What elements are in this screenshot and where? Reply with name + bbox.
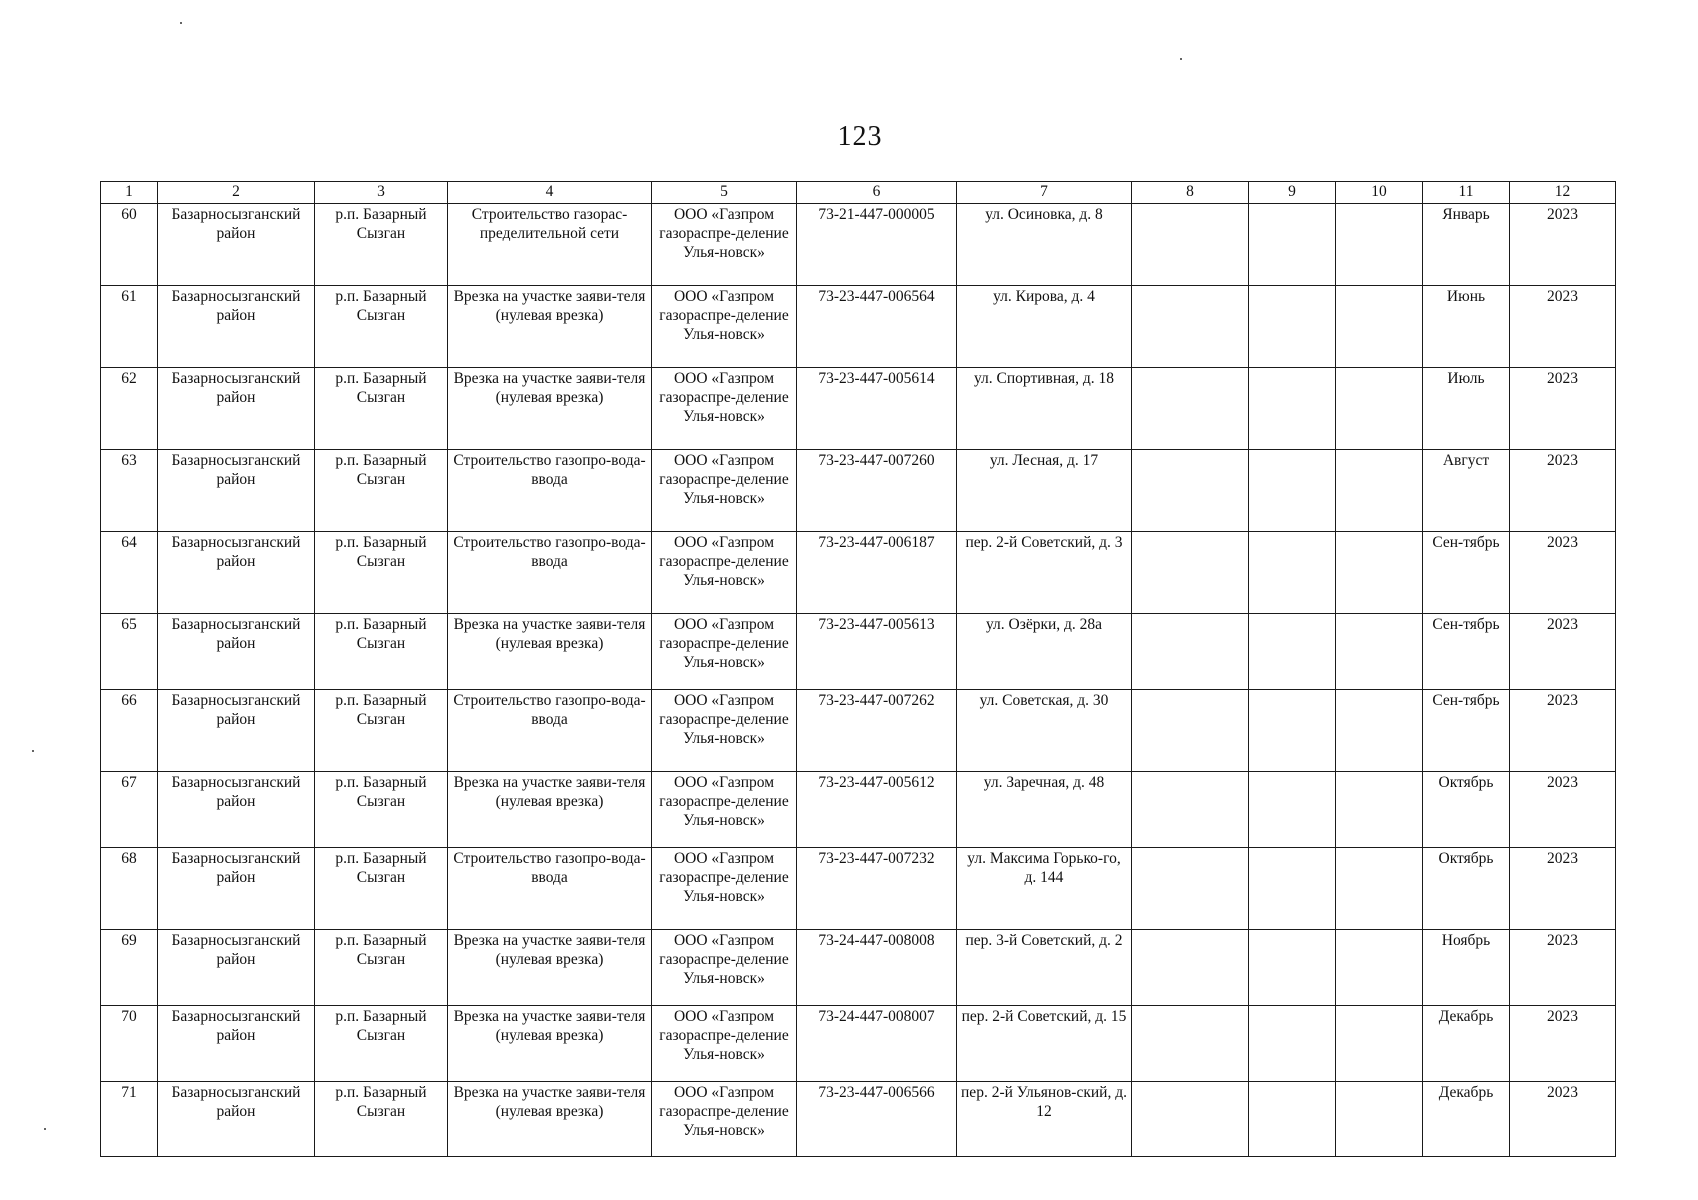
cell-organization: ООО «Газпром газораспре-деление Улья-новск»: [652, 614, 797, 690]
cell-number: 67: [101, 772, 158, 848]
cell-col8: [1132, 1082, 1249, 1157]
col-header: 3: [315, 182, 448, 204]
scan-speck: [180, 22, 182, 24]
cell-settlement: р.п. Базарный Сызган: [315, 1082, 448, 1157]
cell-work: Врезка на участке заяви-теля (нулевая врезка): [448, 368, 652, 450]
cell-col8: [1132, 450, 1249, 532]
col-header: 7: [957, 182, 1132, 204]
cell-col10: [1336, 368, 1423, 450]
cell-code: 73-23-447-006564: [797, 286, 957, 368]
scan-speck: [1180, 58, 1182, 60]
cell-district: Базарносызганский район: [158, 1006, 315, 1082]
cell-col10: [1336, 204, 1423, 286]
cell-year: 2023: [1510, 930, 1616, 1006]
cell-code: 73-21-447-000005: [797, 204, 957, 286]
cell-number: 62: [101, 368, 158, 450]
cell-address: ул. Осиновка, д. 8: [957, 204, 1132, 286]
cell-col10: [1336, 772, 1423, 848]
cell-col10: [1336, 848, 1423, 930]
cell-settlement: р.п. Базарный Сызган: [315, 286, 448, 368]
cell-number: 71: [101, 1082, 158, 1157]
cell-month: Октябрь: [1423, 848, 1510, 930]
cell-settlement: р.п. Базарный Сызган: [315, 930, 448, 1006]
scan-speck: [44, 1128, 46, 1130]
cell-organization: ООО «Газпром газораспре-деление Улья-новск»: [652, 204, 797, 286]
cell-col8: [1132, 286, 1249, 368]
cell-col10: [1336, 930, 1423, 1006]
cell-address: ул. Спортивная, д. 18: [957, 368, 1132, 450]
col-header: 8: [1132, 182, 1249, 204]
cell-address: ул. Кирова, д. 4: [957, 286, 1132, 368]
cell-year: 2023: [1510, 1006, 1616, 1082]
cell-address: пер. 2-й Ульянов-ский, д. 12: [957, 1082, 1132, 1157]
cell-code: 73-23-447-006566: [797, 1082, 957, 1157]
cell-organization: ООО «Газпром газораспре-деление Улья-новск»: [652, 532, 797, 614]
cell-district: Базарносызганский район: [158, 690, 315, 772]
cell-col9: [1249, 532, 1336, 614]
cell-settlement: р.п. Базарный Сызган: [315, 848, 448, 930]
cell-address: ул. Советская, д. 30: [957, 690, 1132, 772]
cell-number: 68: [101, 848, 158, 930]
cell-work: Врезка на участке заяви-теля (нулевая врезка): [448, 1082, 652, 1157]
cell-settlement: р.п. Базарный Сызган: [315, 450, 448, 532]
table-row: [101, 368, 1616, 450]
cell-col10: [1336, 532, 1423, 614]
cell-col8: [1132, 848, 1249, 930]
cell-col10: [1336, 614, 1423, 690]
col-header: 10: [1336, 182, 1423, 204]
cell-work: Строительство газопро-вода-ввода: [448, 690, 652, 772]
header-row: [101, 182, 1616, 204]
cell-work: Строительство газорас-пределительной сети: [448, 204, 652, 286]
cell-organization: ООО «Газпром газораспре-деление Улья-новск»: [652, 286, 797, 368]
cell-district: Базарносызганский район: [158, 772, 315, 848]
cell-settlement: р.п. Базарный Сызган: [315, 204, 448, 286]
cell-number: 65: [101, 614, 158, 690]
cell-col8: [1132, 368, 1249, 450]
cell-number: 61: [101, 286, 158, 368]
col-header: 12: [1510, 182, 1616, 204]
cell-year: 2023: [1510, 450, 1616, 532]
cell-address: ул. Максима Горько-го, д. 144: [957, 848, 1132, 930]
cell-organization: ООО «Газпром газораспре-деление Улья-новск»: [652, 1082, 797, 1157]
cell-col9: [1249, 204, 1336, 286]
cell-col10: [1336, 690, 1423, 772]
cell-year: 2023: [1510, 532, 1616, 614]
cell-col8: [1132, 1006, 1249, 1082]
cell-col9: [1249, 450, 1336, 532]
col-header: 1: [101, 182, 158, 204]
cell-code: 73-23-447-005614: [797, 368, 957, 450]
scan-speck: [32, 750, 34, 752]
cell-organization: ООО «Газпром газораспре-деление Улья-новск»: [652, 368, 797, 450]
cell-organization: ООО «Газпром газораспре-деление Улья-новск»: [652, 690, 797, 772]
cell-col10: [1336, 286, 1423, 368]
cell-number: 60: [101, 204, 158, 286]
cell-col10: [1336, 450, 1423, 532]
cell-month: Сен-тябрь: [1423, 532, 1510, 614]
cell-code: 73-24-447-008007: [797, 1006, 957, 1082]
cell-year: 2023: [1510, 690, 1616, 772]
table-row: [101, 1082, 1616, 1157]
cell-code: 73-23-447-007232: [797, 848, 957, 930]
cell-work: Врезка на участке заяви-теля (нулевая врезка): [448, 772, 652, 848]
col-header: 11: [1423, 182, 1510, 204]
cell-month: Ноябрь: [1423, 930, 1510, 1006]
table-row: [101, 204, 1616, 286]
cell-organization: ООО «Газпром газораспре-деление Улья-новск»: [652, 450, 797, 532]
col-header: 4: [448, 182, 652, 204]
cell-settlement: р.п. Базарный Сызган: [315, 614, 448, 690]
cell-month: Сен-тябрь: [1423, 614, 1510, 690]
table-row: [101, 690, 1616, 772]
cell-col8: [1132, 614, 1249, 690]
cell-organization: ООО «Газпром газораспре-деление Улья-новск»: [652, 772, 797, 848]
cell-district: Базарносызганский район: [158, 204, 315, 286]
cell-number: 63: [101, 450, 158, 532]
cell-month: Декабрь: [1423, 1082, 1510, 1157]
cell-number: 70: [101, 1006, 158, 1082]
cell-settlement: р.п. Базарный Сызган: [315, 772, 448, 848]
cell-col9: [1249, 930, 1336, 1006]
cell-district: Базарносызганский район: [158, 614, 315, 690]
col-header: 5: [652, 182, 797, 204]
cell-number: 69: [101, 930, 158, 1006]
cell-col8: [1132, 690, 1249, 772]
cell-year: 2023: [1510, 204, 1616, 286]
cell-organization: ООО «Газпром газораспре-деление Улья-новск»: [652, 848, 797, 930]
cell-number: 64: [101, 532, 158, 614]
cell-organization: ООО «Газпром газораспре-деление Улья-новск»: [652, 930, 797, 1006]
cell-work: Врезка на участке заяви-теля (нулевая врезка): [448, 930, 652, 1006]
cell-col8: [1132, 204, 1249, 286]
cell-work: Строительство газопро-вода-ввода: [448, 532, 652, 614]
cell-col8: [1132, 930, 1249, 1006]
cell-year: 2023: [1510, 286, 1616, 368]
cell-col8: [1132, 532, 1249, 614]
cell-month: Январь: [1423, 204, 1510, 286]
cell-settlement: р.п. Базарный Сызган: [315, 690, 448, 772]
cell-col9: [1249, 614, 1336, 690]
cell-year: 2023: [1510, 848, 1616, 930]
table-row: [101, 450, 1616, 532]
cell-col9: [1249, 1082, 1336, 1157]
cell-col10: [1336, 1006, 1423, 1082]
cell-col9: [1249, 848, 1336, 930]
cell-work: Строительство газопро-вода-ввода: [448, 450, 652, 532]
cell-code: 73-23-447-005612: [797, 772, 957, 848]
cell-code: 73-23-447-007260: [797, 450, 957, 532]
cell-address: ул. Заречная, д. 48: [957, 772, 1132, 848]
cell-month: Июль: [1423, 368, 1510, 450]
cell-col8: [1132, 772, 1249, 848]
cell-settlement: р.п. Базарный Сызган: [315, 1006, 448, 1082]
plan-table: [100, 181, 1616, 1157]
col-header: 9: [1249, 182, 1336, 204]
cell-month: Сен-тябрь: [1423, 690, 1510, 772]
table-row: [101, 772, 1616, 848]
cell-month: Август: [1423, 450, 1510, 532]
cell-district: Базарносызганский район: [158, 450, 315, 532]
cell-col9: [1249, 772, 1336, 848]
cell-district: Базарносызганский район: [158, 286, 315, 368]
cell-code: 73-23-447-006187: [797, 532, 957, 614]
cell-col10: [1336, 1082, 1423, 1157]
cell-work: Врезка на участке заяви-теля (нулевая врезка): [448, 1006, 652, 1082]
cell-organization: ООО «Газпром газораспре-деление Улья-новск»: [652, 1006, 797, 1082]
col-header: 2: [158, 182, 315, 204]
cell-number: 66: [101, 690, 158, 772]
cell-col9: [1249, 690, 1336, 772]
table-row: [101, 1006, 1616, 1082]
cell-code: 73-24-447-008008: [797, 930, 957, 1006]
cell-code: 73-23-447-005613: [797, 614, 957, 690]
table-row: [101, 286, 1616, 368]
table-row: [101, 614, 1616, 690]
cell-district: Базарносызганский район: [158, 848, 315, 930]
cell-year: 2023: [1510, 614, 1616, 690]
cell-work: Строительство газопро-вода-ввода: [448, 848, 652, 930]
cell-year: 2023: [1510, 1082, 1616, 1157]
table-row: [101, 532, 1616, 614]
cell-col9: [1249, 1006, 1336, 1082]
cell-address: пер. 2-й Советский, д. 3: [957, 532, 1132, 614]
cell-district: Базарносызганский район: [158, 930, 315, 1006]
cell-month: Июнь: [1423, 286, 1510, 368]
table-row: [101, 930, 1616, 1006]
cell-code: 73-23-447-007262: [797, 690, 957, 772]
cell-month: Декабрь: [1423, 1006, 1510, 1082]
cell-address: ул. Озёрки, д. 28а: [957, 614, 1132, 690]
cell-district: Базарносызганский район: [158, 1082, 315, 1157]
page-number: 123: [837, 121, 883, 152]
cell-settlement: р.п. Базарный Сызган: [315, 532, 448, 614]
cell-year: 2023: [1510, 368, 1616, 450]
table-row: [101, 848, 1616, 930]
cell-district: Базарносызганский район: [158, 368, 315, 450]
cell-col9: [1249, 286, 1336, 368]
cell-col9: [1249, 368, 1336, 450]
cell-work: Врезка на участке заяви-теля (нулевая врезка): [448, 286, 652, 368]
cell-district: Базарносызганский район: [158, 532, 315, 614]
cell-work: Врезка на участке заяви-теля (нулевая врезка): [448, 614, 652, 690]
cell-year: 2023: [1510, 772, 1616, 848]
cell-address: пер. 2-й Советский, д. 15: [957, 1006, 1132, 1082]
col-header: 6: [797, 182, 957, 204]
cell-settlement: р.п. Базарный Сызган: [315, 368, 448, 450]
cell-address: пер. 3-й Советский, д. 2: [957, 930, 1132, 1006]
cell-address: ул. Лесная, д. 17: [957, 450, 1132, 532]
cell-month: Октябрь: [1423, 772, 1510, 848]
